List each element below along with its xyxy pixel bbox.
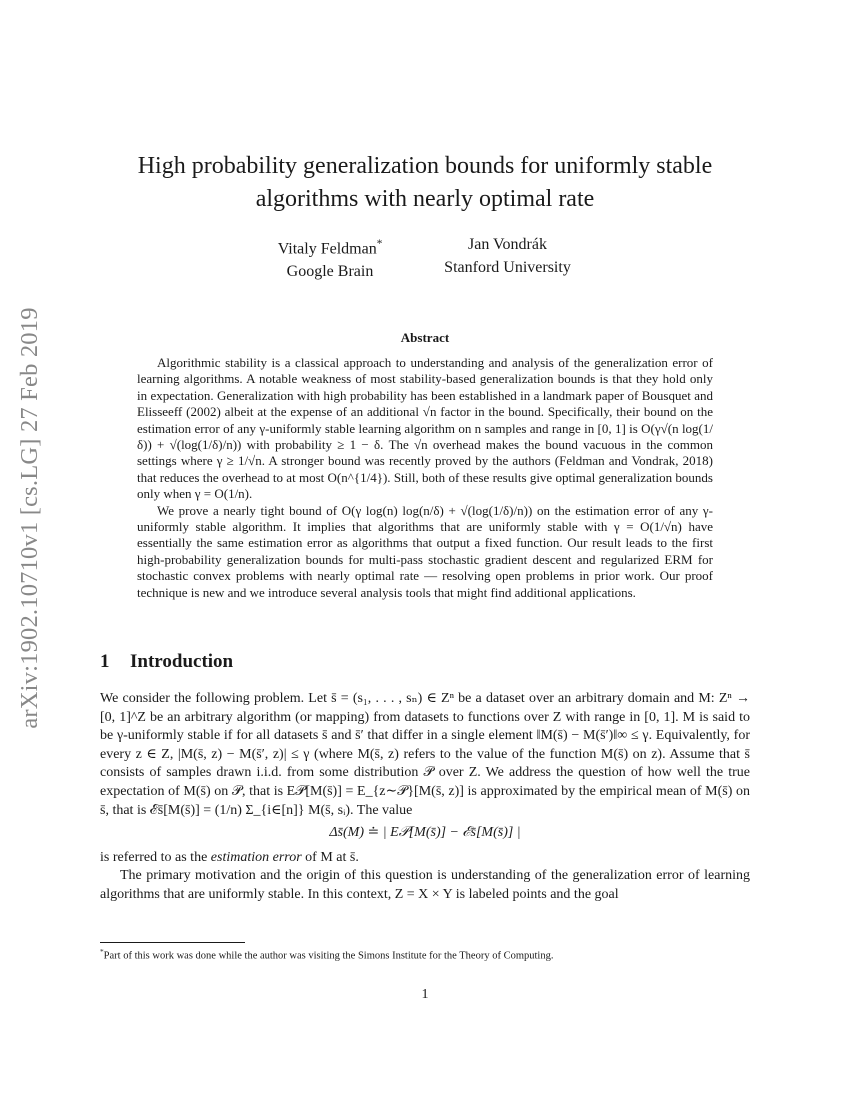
paper-title [100,150,750,216]
abstract-paragraph: Algorithmic stability is a classical approach to understanding and analysis of the generalization error of learning algorithms. A notable weakness of most stability-based generalization bounds is that they hold only in expectation. Generalization with high probability has been established in a landmark paper of Bousquet and Elisseeff (2002) albeit at the expense of an additional √n factor in the bound. Specifically, their bound on the estimation error of any γ-uniformly stable learning algorithm on n samples and range in [0, 1] is O(γ√(n log(1/δ)) + √(log(1/δ)/n)) with probability ≥ 1 − δ. The √n overhead makes the bound vacuous in the common settings where γ ≥ 1/√n. A stronger bound was recently proved by the authors (Feldman and Vondrak, 2018) that reduces the overhead to at most O(n^{1/4}). Still, both of these results give optimal generalization bounds only when γ = O(1/n). [137,355,713,502]
footnote-mark: * [100,947,104,956]
title-line-1: High probability generalization bounds for uniformly stable [137,153,713,179]
author-name: Jan Vondrák [468,236,547,253]
arxiv-id-text: arXiv:1902.10710v1 [cs.LG] 27 Feb 2019 [16,307,43,729]
author-affiliation: Google Brain [286,263,374,281]
emphasis-term: estimation error [210,849,302,865]
section-body [100,690,750,905]
section-title: Introduction [130,651,234,672]
abstract-paragraph: We prove a nearly tight bound of O(γ log(n) log(n/δ) + √(log(1/δ)/n)) on the estimation error of any γ-uniformly stable algorithm. It implies that algorithms that are uniformly stable with γ = O(1/√n) have essentially the same estimation error as algorithms that output a fixed function. Our result leads to the first high-probability generalization bounds for multi-pass stochastic gradient descent and regularized ERM for stochastic convex problems with nearly optimal rate — resolving open problems in prior work. Our proof technique is new and we introduce several analysis tools that might find additional applications. [137,502,713,600]
author-block-1 [255,233,405,283]
abstract-body [137,355,713,601]
author-affiliation: Stanford University [444,259,571,276]
page-number: 1 [421,987,429,1002]
body-paragraph: We consider the following problem. Let s̄ = (s₁, . . . , sₙ) ∈ Zⁿ be a dataset over an arbitrary domain and M: Zⁿ → [0, 1]^Z be an arbitrary algorithm (or mapping) from datasets to functions over Z with range in [0, 1]. M is said to be γ-uniformly stable if for all datasets s̄ and s̄′ that differ in a single element ‖M(s̄) − M(s̄′)‖∞ ≤ γ. Equivalently, for every z ∈ Z, |M(s̄, z) − M(s̄′, z)| ≤ γ (where M(s̄, z) refers to the value of the function M(s̄) on z). Assume that s̄ consists of samples drawn i.i.d. from some distribution 𝒫 over Z. We address the question of how well the true expectation of M(s̄) on 𝒫, that is E𝒫[M(s̄)] = E_{z∼𝒫}[M(s̄, z)] is approximated by the empirical mean of M(s̄) on s̄, that is ℰs̄[M(s̄)] = (1/n) Σ_{i∈[n]} M(s̄, sᵢ). The value [100,691,750,818]
author-footnote-mark: * [376,238,383,250]
title-line-2: algorithms with nearly optimal rate [255,186,595,212]
footnote [100,947,750,962]
body-paragraph-2 [100,849,750,868]
section-heading [100,651,233,673]
footnote-text: Part of this work was done while the author was visiting the Simons Institute for the Theory of Computing. [103,950,554,962]
author-block-2 [430,233,585,279]
abstract-heading: Abstract [400,330,450,345]
author-name: Vitaly Feldman [277,240,377,258]
display-equation: Δs̄(M) ≐ | E𝒫[M(s̄)] − ℰs̄[M(s̄)] | [329,825,521,841]
para2-suffix: of M at s̄. [301,849,359,865]
footnote-divider [100,942,245,943]
body-paragraph: The primary motivation and the origin of this question is understanding of the generalization error of learning algorithms that are uniformly stable. In this context, Z = X × Y is labeled points and the goal [100,868,750,902]
para2-prefix: is referred to as the [100,849,211,865]
section-number: 1 [100,651,110,672]
